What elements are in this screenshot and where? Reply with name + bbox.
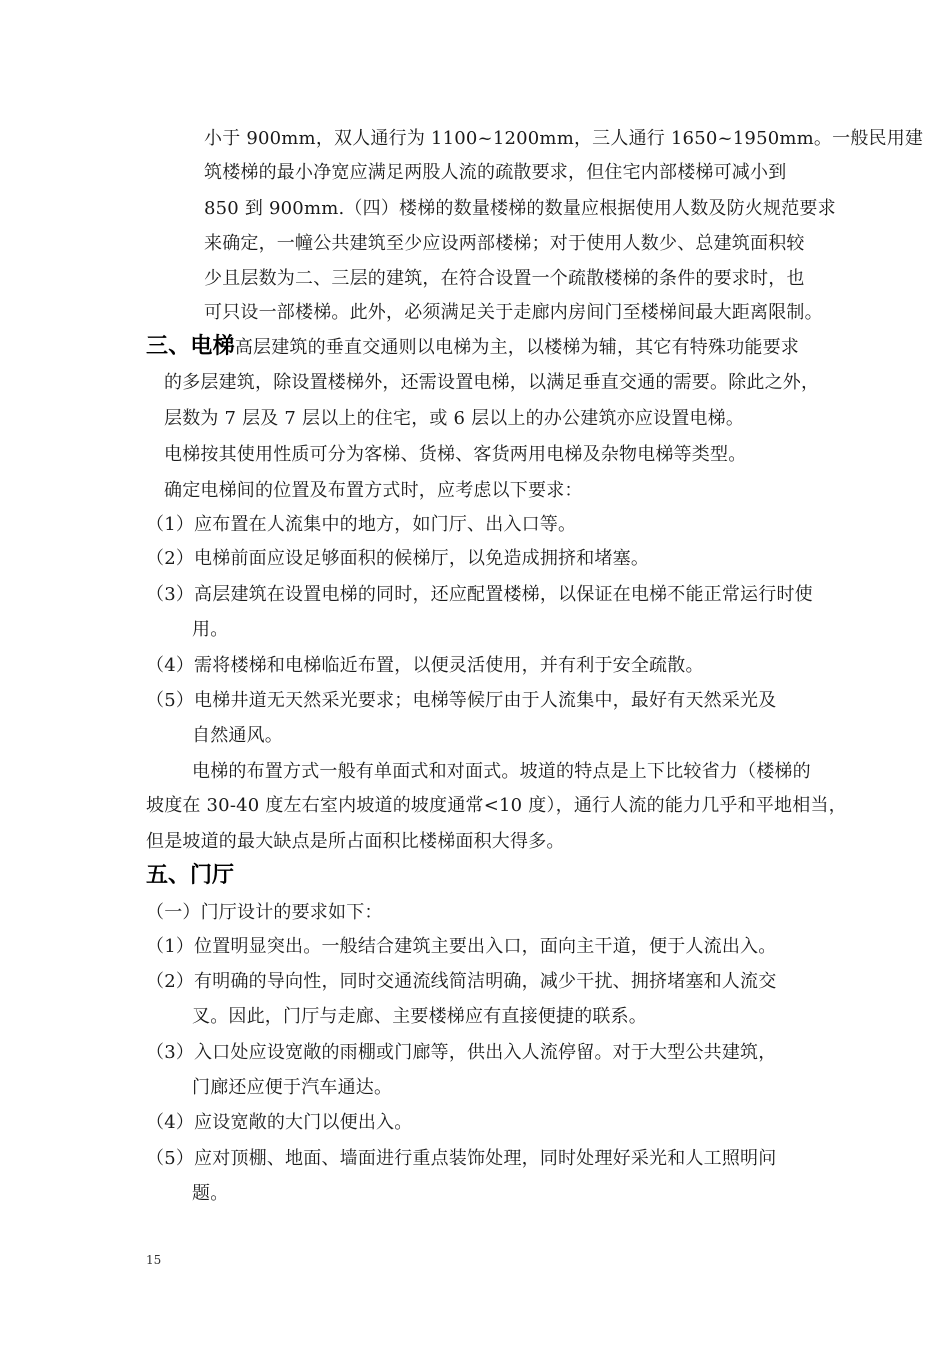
list-item: （2）电梯前面应设足够面积的候梯厅，以免造成拥挤和堵塞。 <box>146 548 650 569</box>
list-item: （4）应设宽敞的大门以便出入。 <box>146 1112 413 1133</box>
list-item: （2）有明确的导向性，同时交通流线简洁明确，减少干扰、拥挤堵塞和人流交 <box>146 971 777 992</box>
paragraph-line: 筑楼梯的最小净宽应满足两股人流的疏散要求，但住宅内部楼梯可减小到 <box>204 162 787 183</box>
list-item-cont: 用。 <box>192 619 229 640</box>
page-number: 15 <box>146 1253 162 1267</box>
list-item: （5）电梯井道无天然采光要求；电梯等候厅由于人流集中，最好有天然采光及 <box>146 690 777 711</box>
list-item: （1）位置明显突出。一般结合建筑主要出入口，面向主干道，便于人流出入。 <box>146 936 777 957</box>
list-item: （1）应布置在人流集中的地方，如门厅、出入口等。 <box>146 514 577 535</box>
paragraph-line: 850 到 900mm.（四）楼梯的数量楼梯的数量应根据使用人数及防火规范要求 <box>204 198 836 219</box>
paragraph-line: 层数为 7 层及 7 层以上的住宅，或 6 层以上的办公建筑亦应设置电梯。 <box>164 408 745 429</box>
list-item: （3）高层建筑在设置电梯的同时，还应配置楼梯，以保证在电梯不能正常运行时使 <box>146 584 813 605</box>
paragraph-line: 少且层数为二、三层的建筑，在符合设置一个疏散楼梯的条件的要求时，也 <box>204 268 805 289</box>
list-item-cont: 叉。因此，门厅与走廊、主要楼梯应有直接便捷的联系。 <box>192 1006 647 1027</box>
section-3-intro: 高层建筑的垂直交通则以电梯为主，以楼梯为辅，其它有特殊功能要求 <box>234 337 800 358</box>
paragraph-line: 电梯的布置方式一般有单面式和对面式。坡道的特点是上下比较省力（楼梯的 <box>192 761 811 782</box>
paragraph-line: 电梯按其使用性质可分为客梯、货梯、客货两用电梯及杂物电梯等类型。 <box>164 444 747 465</box>
paragraph-line: 来确定，一幢公共建筑至少应设两部楼梯；对于使用人数少、总建筑面积较 <box>204 233 805 254</box>
section-3-first-line <box>146 334 799 361</box>
list-item: （5）应对顶棚、地面、墙面进行重点装饰处理，同时处理好采光和人工照明问 <box>146 1148 777 1169</box>
section-5-heading: 五、门厅 <box>146 863 235 888</box>
paragraph-line: 可只设一部楼梯。此外，必须满足关于走廊内房间门至楼梯间最大距离限制。 <box>204 302 823 323</box>
paragraph-line: 但是坡道的最大缺点是所占面积比楼梯面积大得多。 <box>146 831 565 852</box>
paragraph-line: 确定电梯间的位置及布置方式时，应考虑以下要求： <box>164 480 583 501</box>
paragraph-line: 的多层建筑，除设置楼梯外，还需设置电梯，以满足垂直交通的需要。除此之外， <box>164 372 820 393</box>
list-item: （3）入口处应设宽敞的雨棚或门廊等，供出入人流停留。对于大型公共建筑， <box>146 1042 777 1063</box>
list-item-cont: 自然通风。 <box>192 725 283 746</box>
paragraph-line: 小于 900mm，双人通行为 1100~1200mm，三人通行 1650~1950mm。一般民用建 <box>204 128 924 149</box>
list-item-cont: 题。 <box>192 1183 229 1204</box>
paragraph-line: 坡度在 30-40 度左右室内坡道的坡度通常<10 度），通行人流的能力几乎和平地相当， <box>146 795 847 816</box>
list-item-cont: 门廊还应便于汽车通达。 <box>192 1077 393 1098</box>
paragraph-line: （一）门厅设计的要求如下： <box>146 902 383 923</box>
list-item: （4）需将楼梯和电梯临近布置，以便灵活使用，并有利于安全疏散。 <box>146 655 704 676</box>
section-3-heading: 三、电梯 <box>146 334 235 359</box>
